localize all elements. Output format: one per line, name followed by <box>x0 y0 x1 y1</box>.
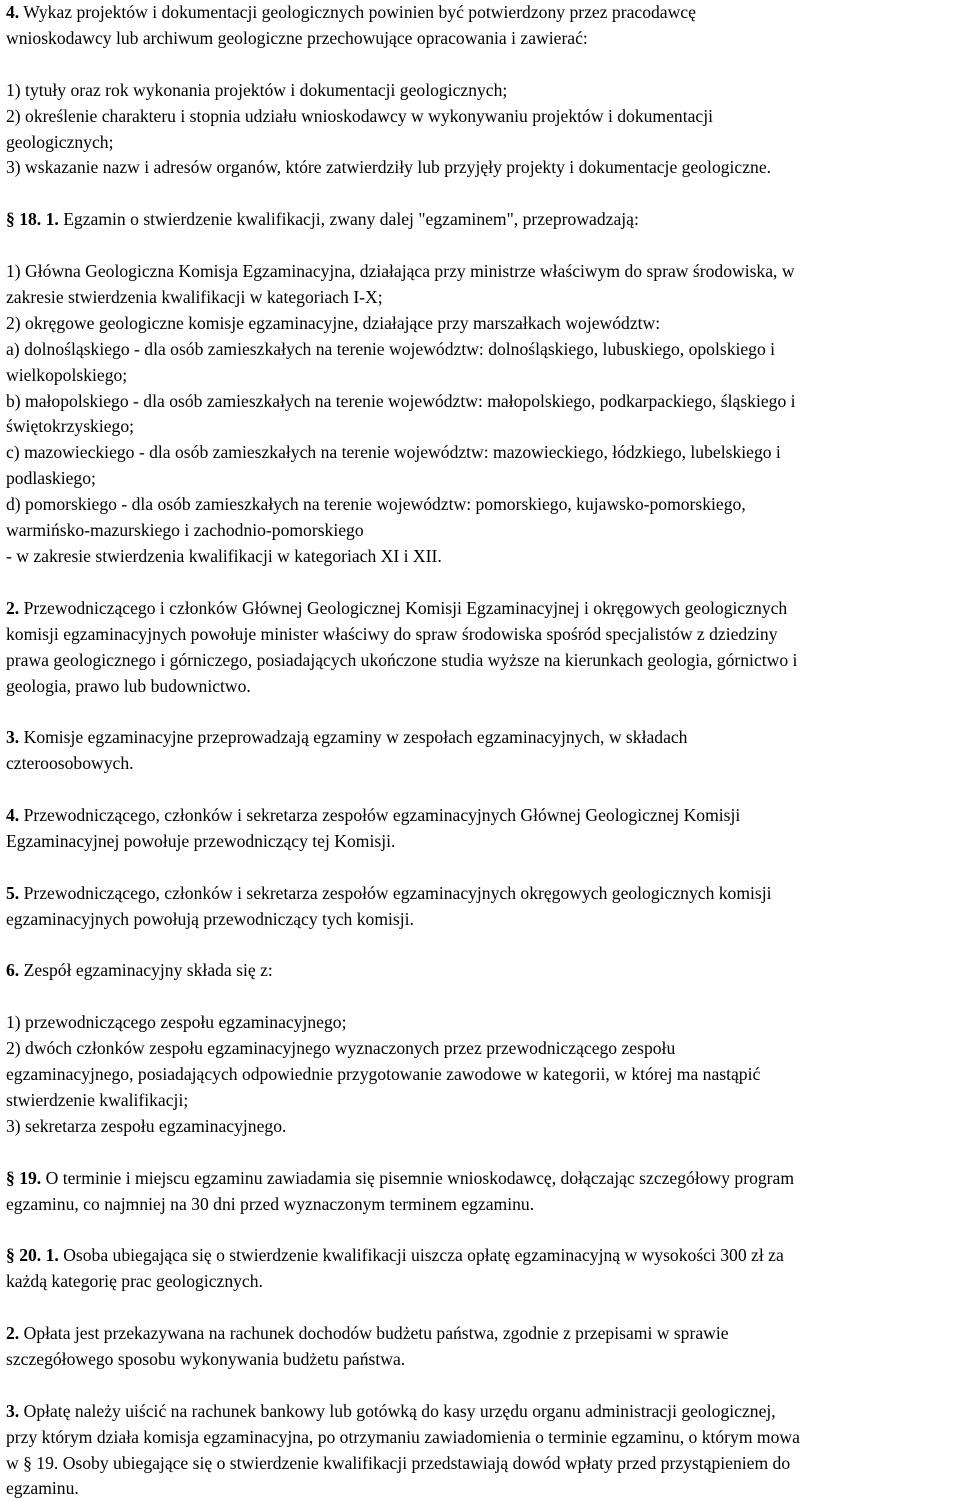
section-4 <box>6 0 954 52</box>
paragraph-line: egzaminu. <box>6 1478 79 1499</box>
section-18-paragraph-6 <box>6 958 954 984</box>
section-18-paragraph-6-list <box>6 1010 954 1140</box>
spacer <box>6 777 954 803</box>
paragraph-line: Przewodniczącego, członków i sekretarza zespołów egzaminacyjnych okręgowych geologicznych komisji <box>23 882 772 903</box>
paragraph-line: Przewodniczącego i członków Głównej Geologicznej Komisji Egzaminacyjnej i okręgowych geologicznych <box>23 597 788 618</box>
spacer <box>6 1373 954 1399</box>
section-18-paragraph-2 <box>6 596 954 700</box>
section-4-line-2: wnioskodawcy lub archiwum geologiczne przechowujące opracowania i zawierać: <box>6 27 588 48</box>
section-18-list <box>6 259 954 570</box>
spacer <box>6 181 954 207</box>
list-item: stwierdzenie kwalifikacji; <box>6 1089 189 1110</box>
spacer <box>6 1295 954 1321</box>
section-4-line-1: Wykaz projektów i dokumentacji geologicznych powinien być potwierdzony przez pracodawcę <box>23 2 696 22</box>
list-item: 1) tytuły oraz rok wykonania projektów i dokumentacji geologicznych; <box>6 79 508 100</box>
spacer <box>6 52 954 78</box>
spacer <box>6 699 954 725</box>
paragraph-line: przy którym działa komisja egzaminacyjna, po otrzymaniu zawiadomienia o terminie egzaminu, o którym mowa <box>6 1426 800 1447</box>
list-item: - w zakresie stwierdzenia kwalifikacji w kategoriach XI i XII. <box>6 545 442 566</box>
section-19-heading: § 19. <box>6 1167 42 1188</box>
list-item: egzaminacyjnego, posiadających odpowiednie przygotowanie zawodowe w kategorii, w której ma nastąpić <box>6 1064 761 1085</box>
list-item: b) małopolskiego - dla osób zamieszkałych na terenie województw: małopolskiego, podkarpackiego, śląskiego i <box>6 390 796 411</box>
list-item: wielkopolskiego; <box>6 364 128 385</box>
spacer <box>6 855 954 881</box>
list-item: d) pomorskiego - dla osób zamieszkałych na terenie województw: pomorskiego, kujawsko-pomorskiego, <box>6 494 746 515</box>
paragraph-line: Osoba ubiegająca się o stwierdzenie kwalifikacji uiszcza opłatę egzaminacyjną w wysokości 300 zł za <box>63 1245 784 1266</box>
paragraph-line: Przewodniczącego, członków i sekretarza zespołów egzaminacyjnych Głównej Geologicznej Komisji <box>23 805 741 825</box>
paragraph-line: komisji egzaminacyjnych powołuje minister właściwy do spraw środowiska spośród specjalistów z dziedziny <box>6 623 778 644</box>
list-item: 2) okręgowe geologiczne komisje egzaminacyjne, działające przy marszałkach województw: <box>6 312 661 333</box>
paragraph-line: czteroosobowych. <box>6 753 134 774</box>
paragraph-number: 4. <box>6 805 20 825</box>
paragraph-line: Komisje egzaminacyjne przeprowadzają egzaminy w zespołach egzaminacyjnych, w składach <box>23 727 688 748</box>
paragraph-number: 2. <box>6 597 20 618</box>
section-4-list <box>6 78 954 182</box>
paragraph-line: geologia, prawo lub budownictwo. <box>6 675 251 696</box>
paragraph-line: egzaminacyjnych powołują przewodniczący tych komisji. <box>6 908 414 929</box>
list-item: podlaskiego; <box>6 468 96 489</box>
section-19 <box>6 1166 954 1218</box>
list-item: warmińsko-mazurskiego i zachodnio-pomorskiego <box>6 520 364 541</box>
section-18-paragraph-5 <box>6 881 954 933</box>
paragraph-line: Opłata jest przekazywana na rachunek dochodów budżetu państwa, zgodnie z przepisami w sprawie <box>23 1323 729 1344</box>
paragraph-line: O terminie i miejscu egzaminu zawiadamia się pisemnie wnioskodawcę, dołączając szczegółowy program <box>45 1167 795 1188</box>
section-20 <box>6 1243 954 1295</box>
list-item: świętokrzyskiego; <box>6 416 135 437</box>
spacer <box>6 1140 954 1166</box>
paragraph-line: Opłatę należy uiścić na rachunek bankowy lub gotówką do kasy urzędu organu administracji geologicznej, <box>23 1400 776 1421</box>
section-18-paragraph-3 <box>6 725 954 777</box>
paragraph-number: 3. <box>6 727 20 748</box>
list-item: zakresie stwierdzenia kwalifikacji w kategoriach I-X; <box>6 286 383 307</box>
paragraph-line: szczegółowego sposobu wykonywania budżetu państwa. <box>6 1348 406 1369</box>
paragraph-number: 3. <box>6 1400 20 1421</box>
list-item: a) dolnośląskiego - dla osób zamieszkałych na terenie województw: dolnośląskiego, lubuskiego, opolskiego i <box>6 338 776 359</box>
paragraph-line: Egzaminacyjnej powołuje przewodniczący tej Komisji. <box>6 830 396 851</box>
list-item: 3) sekretarza zespołu egzaminacyjnego. <box>6 1115 287 1136</box>
section-18-text: Egzamin o stwierdzenie kwalifikacji, zwany dalej "egzaminem", przeprowadzają: <box>63 209 639 230</box>
list-item: 1) Główna Geologiczna Komisja Egzaminacyjna, działająca przy ministrze właściwym do spraw środowiska, w <box>6 261 795 282</box>
paragraph-number: 6. <box>6 960 20 981</box>
spacer <box>6 233 954 259</box>
paragraph-number: 2. <box>6 1323 20 1344</box>
section-18-paragraph-4 <box>6 803 954 855</box>
paragraph-line: egzaminu, co najmniej na 30 dni przed wyznaczonym terminem egzaminu. <box>6 1193 535 1214</box>
spacer <box>6 570 954 596</box>
spacer <box>6 1217 954 1243</box>
spacer <box>6 933 954 959</box>
section-20-paragraph-2 <box>6 1321 954 1373</box>
paragraph-line: w § 19. Osoby ubiegające się o stwierdzenie kwalifikacji przedstawiają dowód wpłaty przed przystąpieniem do <box>6 1452 791 1473</box>
section-18 <box>6 207 954 233</box>
spacer <box>6 984 954 1010</box>
list-item: 2) określenie charakteru i stopnia udziału wnioskodawcy w wykonywaniu projektów i dokumentacji <box>6 105 713 126</box>
list-item: 2) dwóch członków zespołu egzaminacyjnego wyznaczonych przez przewodniczącego zespołu <box>6 1038 676 1059</box>
list-item: 3) wskazanie nazw i adresów organów, które zatwierdziły lub przyjęły projekty i dokumentacje geologiczne. <box>6 157 772 178</box>
section-4-number: 4. <box>6 2 20 22</box>
section-20-heading: § 20. 1. <box>6 1245 59 1266</box>
paragraph-line: prawa geologicznego i górniczego, posiadających ukończone studia wyższe na kierunkach geologia, górnictwo i <box>6 649 798 670</box>
list-item: c) mazowieckiego - dla osób zamieszkałych na terenie województw: mazowieckiego, łódzkiego, lubelskiego i <box>6 442 781 463</box>
section-18-heading: § 18. 1. <box>6 209 59 230</box>
list-item: geologicznych; <box>6 131 114 152</box>
paragraph-line: każdą kategorię prac geologicznych. <box>6 1271 263 1292</box>
list-item: 1) przewodniczącego zespołu egzaminacyjnego; <box>6 1012 347 1033</box>
section-20-paragraph-3 <box>6 1399 954 1502</box>
paragraph-line: Zespół egzaminacyjny składa się z: <box>23 960 273 981</box>
paragraph-number: 5. <box>6 882 20 903</box>
